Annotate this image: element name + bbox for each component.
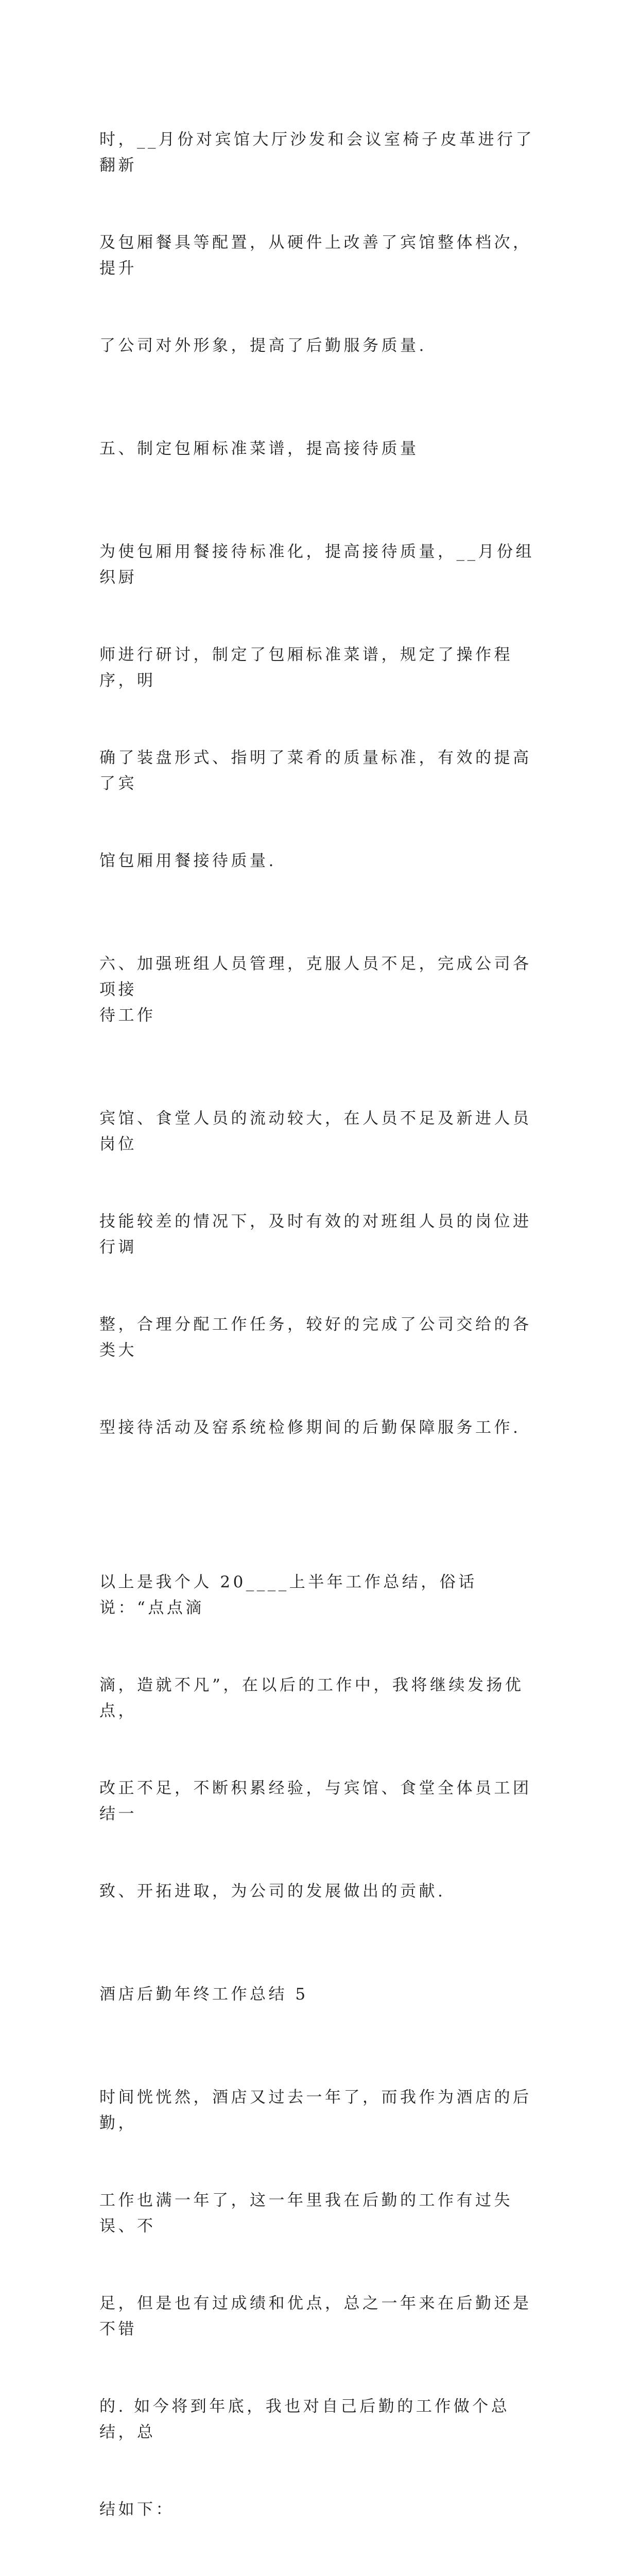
text-line: 了公司对外形象，提高了后勤服务质量. [99, 336, 427, 355]
text-line: 宾馆、食堂人员的流动较大，在人员不足及新进人员岗位 [99, 1109, 532, 1154]
text-line: 师进行研讨，制定了包厢标准菜谱，规定了操作程序，明 [99, 646, 513, 690]
heading-line: 酒店后勤年终工作总结 5 [99, 1985, 308, 2004]
text-line: 整，合理分配工作任务，较好的完成了公司交给的各类大 [99, 1315, 532, 1360]
document-body [99, 75, 542, 2576]
section-heading-6 [99, 951, 542, 1028]
section-heading-5 [99, 436, 542, 462]
heading-line: 待工作 [99, 1006, 156, 1025]
heading-line: 五、制定包厢标准菜谱，提高接待质量 [99, 439, 419, 458]
text-line: 改正不足，不断积累经验，与宾馆、食堂全体员工团结一 [99, 1779, 532, 1823]
article-title-5 [99, 1981, 542, 2007]
text-line: 确了装盘形式、指明了菜肴的质量标准，有效的提高了宾 [99, 749, 532, 793]
text-line: 及包厢餐具等配置，从硬件上改善了宾馆整体档次，提升 [99, 233, 532, 278]
text-line: 时，__月份对宾馆大厅沙发和会议室椅子皮革进行了翻新 [99, 130, 534, 175]
text-line: 足，但是也有过成绩和优点，总之一年来在后勤还是不错 [99, 2294, 532, 2338]
text-line: 以上是我个人 20____上半年工作总结，俗话说：“点点滴 [99, 1573, 477, 1617]
text-line: 结如下： [99, 2500, 175, 2519]
paragraph-menu-standard [99, 487, 542, 925]
text-line: 滴，造就不凡”，在以后的工作中，我将继续发扬优点， [99, 1676, 524, 1720]
paragraph-intro [99, 2033, 542, 2574]
text-line: 技能较差的情况下，及时有效的对班组人员的岗位进行调 [99, 1212, 532, 1257]
paragraph-renovation [99, 75, 542, 410]
paragraph-staff-management [99, 1054, 542, 1492]
text-line: 型接待活动及窑系统检修期间的后勤保障服务工作. [99, 1418, 521, 1437]
text-line: 的. 如今将到年底，我也对自己后勤的工作做个总结，总 [99, 2397, 510, 2442]
text-line: 致、开拓进取，为公司的发展做出的贡献. [99, 1882, 446, 1901]
text-line: 馆包厢用餐接待质量. [99, 852, 277, 870]
heading-line: 六、加强班组人员管理，克服人员不足，完成公司各项接 [99, 955, 532, 999]
text-line: 时间恍恍然，酒店又过去一年了，而我作为酒店的后勤， [99, 2088, 532, 2132]
text-line: 工作也满一年了，这一年里我在后勤的工作有过失误、不 [99, 2191, 513, 2235]
text-line: 为使包厢用餐接待标准化，提高接待质量，__月份组织厨 [99, 543, 534, 587]
paragraph-conclusion [99, 1518, 542, 1956]
